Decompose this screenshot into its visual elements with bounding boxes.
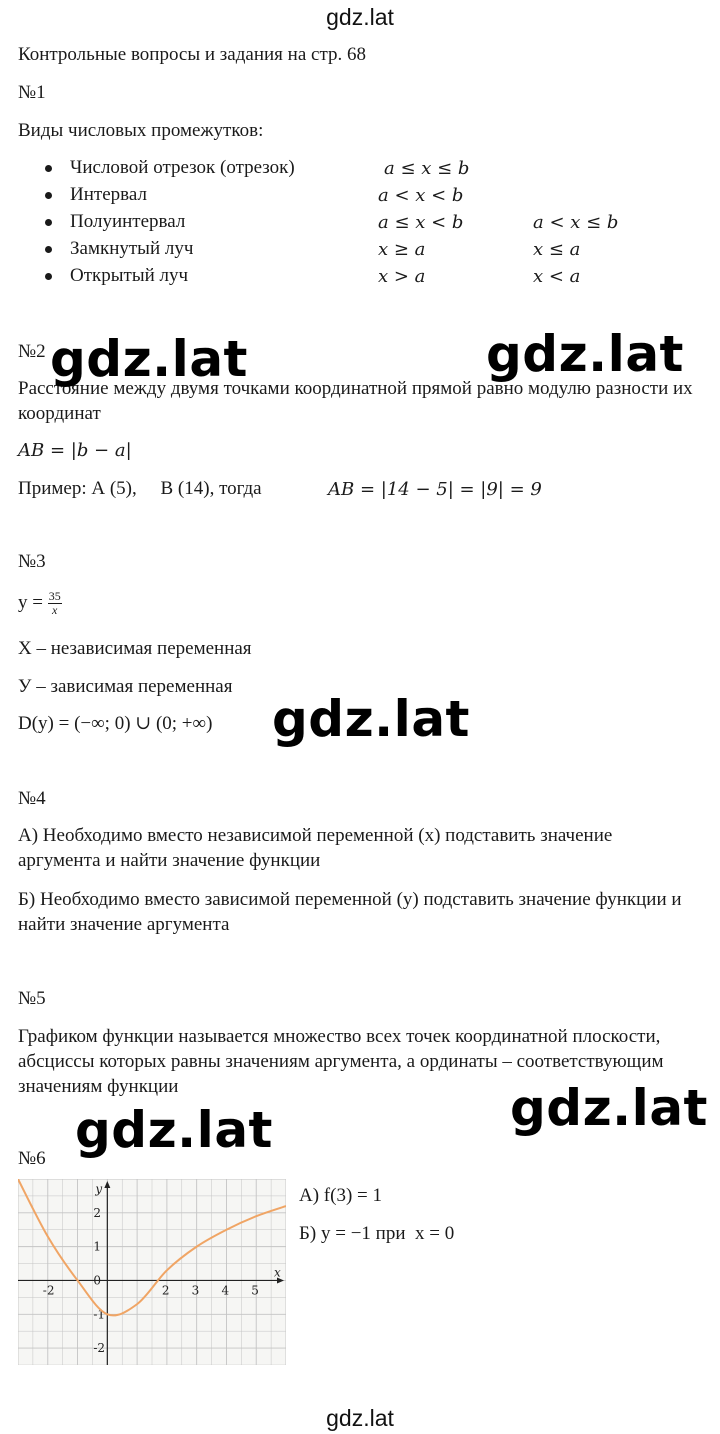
x-tick-label: 4	[221, 1283, 230, 1298]
q1-number: №1	[18, 82, 46, 103]
y-tick-label: 2	[93, 1205, 101, 1220]
y-tick-label: 1	[93, 1239, 101, 1254]
watermark: gdz.lat	[272, 690, 470, 748]
function-graph	[18, 1179, 286, 1365]
fraction-denominator: x	[52, 603, 58, 617]
q3-line2: У – зависимая переменная	[18, 676, 233, 697]
bullet-dot	[45, 219, 52, 226]
y-tick-label: -1	[93, 1307, 106, 1322]
bullet-dot	[45, 165, 52, 172]
x-tick-label: 5	[251, 1283, 259, 1298]
q3-line1: Х – независимая переменная	[18, 638, 252, 659]
y-tick-label: -2	[93, 1341, 106, 1356]
watermark: gdz.lat	[510, 1079, 708, 1137]
list-item-math-alt: a < x ≤ b	[533, 212, 619, 233]
list-item-math-alt: x ≤ a	[533, 239, 581, 260]
q5-number: №5	[18, 988, 46, 1009]
watermark: gdz.lat	[75, 1101, 273, 1159]
q2-example-formula: AB = |14 − 5| = |9| = 9	[328, 479, 542, 500]
list-item-math: x > a	[378, 266, 426, 287]
site-header: gdz.lat	[326, 4, 394, 30]
watermark: gdz.lat	[486, 325, 684, 383]
x-tick-label: 2	[161, 1283, 170, 1298]
list-item-math: x ≥ a	[378, 239, 426, 260]
q4-number: №4	[18, 788, 46, 809]
q2-formula: AB = |b − a|	[18, 440, 132, 461]
list-item-label: Открытый луч	[70, 265, 189, 286]
q5-text: Графиком функции называется множество всех точек координатной плоскости, абсциссы которых равны значениям аргумента, а ординаты – соответствующим значениям функции	[18, 1026, 664, 1097]
list-item-label: Интервал	[70, 184, 147, 205]
x-axis-label: x	[274, 1265, 281, 1280]
bullet-dot	[45, 273, 52, 280]
q6-answer-a: А) f(3) = 1	[299, 1185, 382, 1206]
list-item-math: a < x < b	[378, 185, 464, 206]
list-item-math: a ≤ x < b	[378, 212, 464, 233]
q3-number: №3	[18, 551, 46, 572]
q2-number: №2	[18, 341, 46, 362]
y-tick-label: 0	[93, 1273, 101, 1288]
q2-text: Расстояние между двумя точками координатной прямой равно модулю разности их координат	[18, 378, 693, 424]
x-tick-label: -2	[42, 1283, 55, 1298]
bullet-dot	[45, 192, 52, 199]
q6-number: №6	[18, 1148, 46, 1169]
intro-line: Контрольные вопросы и задания на стр. 68	[18, 44, 366, 65]
q4-answer-a: А) Необходимо вместо независимой переменной (х) подставить значение аргумента и найти значение функции	[18, 825, 613, 871]
x-tick-label: 3	[191, 1283, 200, 1298]
list-item-math: a ≤ x ≤ b	[384, 158, 470, 179]
graph-svg	[18, 1179, 286, 1365]
q4-answer-b: Б) Необходимо вместо зависимой переменной (у) подставить значение функции и найти значение аргумента	[18, 889, 682, 935]
q2-example-label: Пример: А (5), В (14), тогда	[18, 478, 262, 499]
q6-answer-b: Б) y = −1 при x = 0	[299, 1223, 455, 1244]
y-axis-label: y	[95, 1182, 103, 1196]
list-item-math-alt: x < a	[533, 266, 581, 287]
q3-y-eq: y =	[18, 591, 43, 613]
list-item-label: Замкнутый луч	[70, 238, 194, 259]
q3-function	[18, 590, 62, 617]
q1-lead: Виды числовых промежутков:	[18, 120, 264, 141]
y-axis-arrow-icon	[104, 1181, 110, 1188]
fraction-numerator: 35	[48, 589, 61, 603]
q3-domain: D(y) = (−∞; 0) ∪ (0; +∞)	[18, 713, 213, 734]
q3-fraction	[48, 590, 62, 617]
site-footer: gdz.lat	[326, 1405, 394, 1431]
bullet-dot	[45, 246, 52, 253]
watermark: gdz.lat	[50, 330, 248, 388]
list-item-label: Числовой отрезок (отрезок)	[70, 157, 295, 178]
list-item-label: Полуинтервал	[70, 211, 186, 232]
